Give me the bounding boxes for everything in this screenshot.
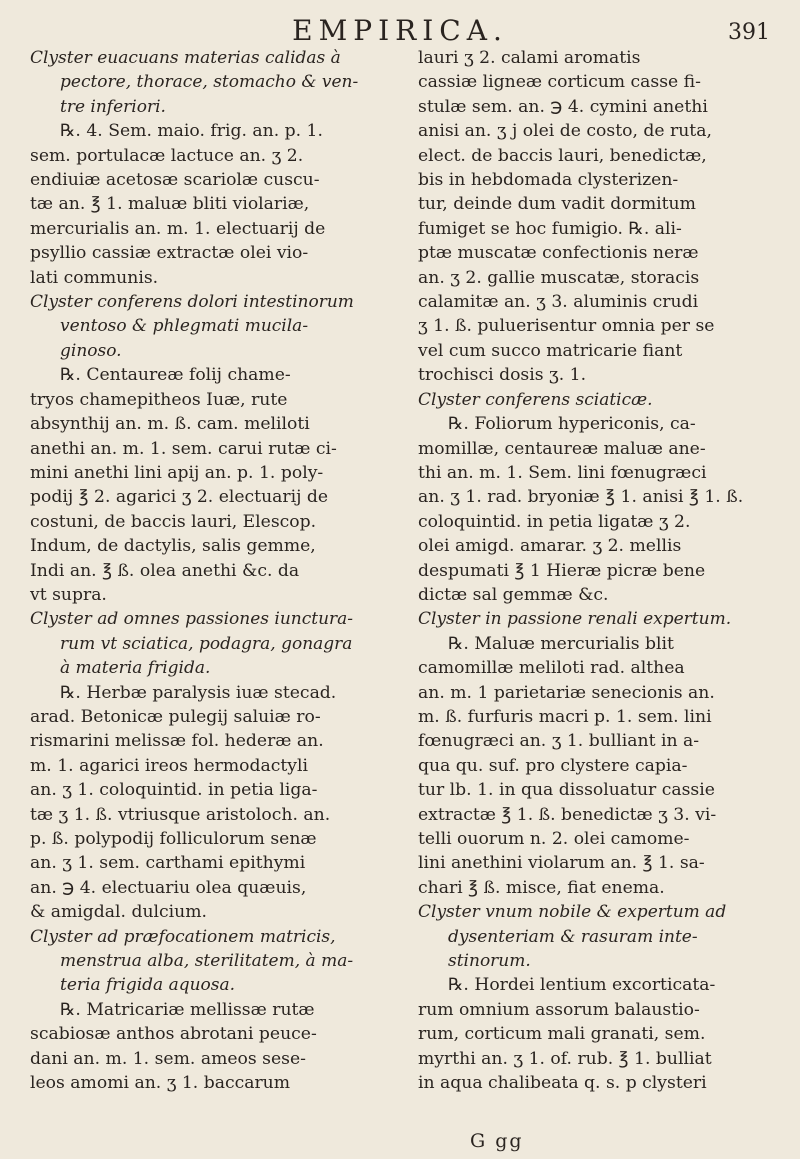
text-line: an. ʒ 1. coloquintid. in petia liga- — [30, 780, 318, 801]
text-line: rum omnium assorum balaustio- — [418, 999, 700, 1020]
text-line: Indum, de dactylis, salis gemme, — [30, 536, 316, 557]
text-line: Clyster in passione renali expertum. — [418, 609, 732, 630]
recipe-text — [30, 363, 386, 607]
clyster-heading — [418, 900, 774, 973]
text-line: scabiosæ anthos abrotani peuce- — [30, 1024, 317, 1045]
text-line: telli ouorum n. 2. olei camome- — [418, 829, 690, 849]
text-line: p. ß. polypodij folliculorum senæ — [30, 829, 317, 849]
text-line: menstrua alba, sterilitatem, à ma- — [60, 951, 354, 972]
text-line: coloquintid. in petia ligatæ ʒ 2. — [418, 511, 691, 532]
text-line: an. ʒ 2. gallie muscatæ, storacis — [418, 267, 700, 288]
text-line: olei amigd. amarar. ʒ 2. mellis — [418, 536, 682, 557]
text-line: Clyster euacuans materias calidas à — [30, 48, 341, 68]
text-line: ℞. Foliorum hypericonis, ca- — [448, 414, 696, 435]
text-line: absynthij an. m. ß. cam. meliloti — [30, 414, 310, 435]
text-line: dysenteriam & rasuram inte- — [448, 926, 698, 947]
text-line: cassiæ ligneæ corticum casse fi- — [418, 72, 701, 93]
text-line: leos amomi an. ʒ 1. baccarum — [30, 1073, 291, 1094]
text-line: rum vt sciatica, podagra, gonagra — [60, 633, 353, 654]
text-line: tre inferiori. — [60, 96, 166, 117]
text-line: ℞. Centaureæ folij chame- — [60, 365, 291, 386]
text-line: dani an. m. 1. sem. ameos sese- — [30, 1048, 306, 1069]
text-line: calamitæ an. ʒ 3. aluminis crudi — [418, 292, 699, 313]
text-line: ℞. Maluæ mercurialis blit — [448, 633, 674, 654]
text-line: fœnugræci an. ʒ 1. bulliant in a- — [418, 731, 700, 752]
text-line: ℞. Hordei lentium excorticata- — [448, 975, 716, 996]
text-line: & amigdal. dulcium. — [30, 902, 208, 923]
text-line: anethi an. m. 1. sem. carui rutæ ci- — [30, 438, 337, 459]
text-line: Clyster ad præfocationem matricis, — [30, 926, 336, 947]
text-line: m. 1. agarici ireos hermodactyli — [30, 755, 308, 776]
text-line: m. ß. furfuris macri p. 1. sem. lini — [418, 706, 712, 727]
text-line: ginoso. — [60, 340, 122, 361]
text-line: teria frigida aquosa. — [60, 975, 236, 996]
text-line: rum, corticum mali granati, sem. — [418, 1024, 706, 1045]
clyster-heading — [418, 388, 774, 412]
text-line: dictæ sal gemmæ &c. — [418, 584, 609, 605]
text-line: ℞. Matricariæ mellissæ rutæ — [60, 999, 315, 1020]
text-line: an. ℈ 4. electuariu olea quæuis, — [30, 877, 307, 898]
text-line: bis in hebdomada clysterizen- — [418, 170, 679, 191]
clyster-heading — [30, 290, 386, 363]
running-head: EMPIRICA. — [292, 14, 508, 47]
recipe-text — [30, 998, 386, 1096]
text-line: anisi an. ʒ j olei de costo, de ruta, — [418, 121, 712, 142]
text-line: endiuiæ acetosæ scariolæ cuscu- — [30, 170, 320, 191]
body-text — [418, 46, 774, 388]
recipe-text — [418, 973, 774, 1095]
recipe-text — [30, 119, 386, 290]
text-line: stinorum. — [448, 951, 531, 972]
text-line: tæ an. ℥ 1. maluæ bliti violariæ, — [30, 194, 310, 215]
left-column — [30, 46, 386, 1095]
text-line: lati communis. — [30, 267, 159, 288]
text-line: podij ℥ 2. agarici ʒ 2. electuarij de — [30, 487, 329, 508]
text-line: vt supra. — [30, 584, 107, 605]
text-line: Indi an. ℥ ß. olea anethi &c. da — [30, 560, 300, 581]
text-line: mini anethi lini apij an. p. 1. poly- — [30, 462, 324, 483]
text-line: extractæ ℥ 1. ß. benedictæ ʒ 3. vi- — [418, 804, 717, 825]
text-line: an. m. 1 parietariæ senecionis an. — [418, 682, 715, 703]
text-line: ℞. 4. Sem. maio. frig. an. p. 1. — [60, 121, 323, 142]
text-line: ʒ 1. ß. puluerisentur omnia per se — [418, 316, 715, 337]
text-line: ventoso & phlegmati mucila- — [60, 316, 309, 337]
text-line: elect. de baccis lauri, benedictæ, — [418, 145, 707, 166]
text-line: Clyster ad omnes passiones iunctura- — [30, 609, 354, 630]
text-line: pectore, thorace, stomacho & ven- — [60, 72, 359, 93]
text-line: lini anethini violarum an. ℥ 1. sa- — [418, 853, 705, 874]
text-line: tæ ʒ 1. ß. vtriusque aristoloch. an. — [30, 804, 331, 825]
text-line: tur, deinde dum vadit dormitum — [418, 194, 696, 215]
recipe-text — [418, 632, 774, 900]
text-line: despumati ℥ 1 Hieræ picræ bene — [418, 560, 706, 581]
text-line: tryos chamepitheos Iuæ, rute — [30, 389, 288, 410]
text-line: costuni, de baccis lauri, Elescop. — [30, 511, 317, 532]
text-line: qua qu. suf. pro clystere capia- — [418, 755, 688, 776]
text-line: vel cum succo matricarie fiant — [418, 340, 683, 361]
clyster-heading — [30, 925, 386, 998]
text-line: fumiget se hoc fumigio. ℞. ali- — [418, 218, 682, 239]
text-line: sem. portulacæ lactuce an. ʒ 2. — [30, 145, 304, 166]
text-line: ptæ muscatæ confectionis neræ — [418, 243, 699, 264]
text-line: an. ʒ 1. sem. carthami epithymi — [30, 853, 306, 874]
recipe-text — [30, 681, 386, 925]
page-header — [0, 14, 800, 48]
text-line: lauri ʒ 2. calami aromatis — [418, 48, 641, 68]
text-line: psyllio cassiæ extractæ olei vio- — [30, 243, 309, 264]
text-line: Clyster vnum nobile & expertum ad — [418, 902, 727, 923]
clyster-heading — [30, 46, 386, 119]
text-line: tur lb. 1. in qua dissoluatur cassie — [418, 780, 715, 801]
text-line: in aqua chalibeata q. s. p clysteri — [418, 1073, 707, 1094]
text-line: mercurialis an. m. 1. electuarij de — [30, 218, 326, 239]
clyster-heading — [30, 607, 386, 680]
text-line: Clyster conferens dolori intestinorum — [30, 292, 354, 313]
recipe-text — [418, 412, 774, 607]
text-line: trochisci dosis ʒ. 1. — [418, 365, 587, 386]
page-number: 391 — [728, 20, 770, 45]
text-line: thi an. m. 1. Sem. lini fœnugræci — [418, 462, 707, 483]
text-line: rismarini melissæ fol. hederæ an. — [30, 731, 324, 752]
signature-mark: G gg — [470, 1130, 524, 1152]
text-line: chari ℥ ß. misce, fiat enema. — [418, 877, 665, 898]
text-line: arad. Betonicæ pulegij saluiæ ro- — [30, 706, 321, 727]
text-line: momillæ, centaureæ maluæ ane- — [418, 438, 706, 459]
text-line: stulæ sem. an. ℈ 4. cymini anethi — [418, 96, 708, 117]
text-line: an. ʒ 1. rad. bryoniæ ℥ 1. anisi ℥ 1. ß. — [418, 487, 744, 508]
text-line: Clyster conferens sciaticæ. — [418, 389, 653, 410]
text-line: myrthi an. ʒ 1. of. rub. ℥ 1. bulliat — [418, 1048, 712, 1069]
text-line: ℞. Herbæ paralysis iuæ stecad. — [60, 682, 337, 703]
text-line: à materia frigida. — [60, 658, 211, 679]
right-column — [418, 46, 774, 1095]
text-line: camomillæ meliloti rad. althea — [418, 658, 685, 679]
clyster-heading — [418, 607, 774, 631]
